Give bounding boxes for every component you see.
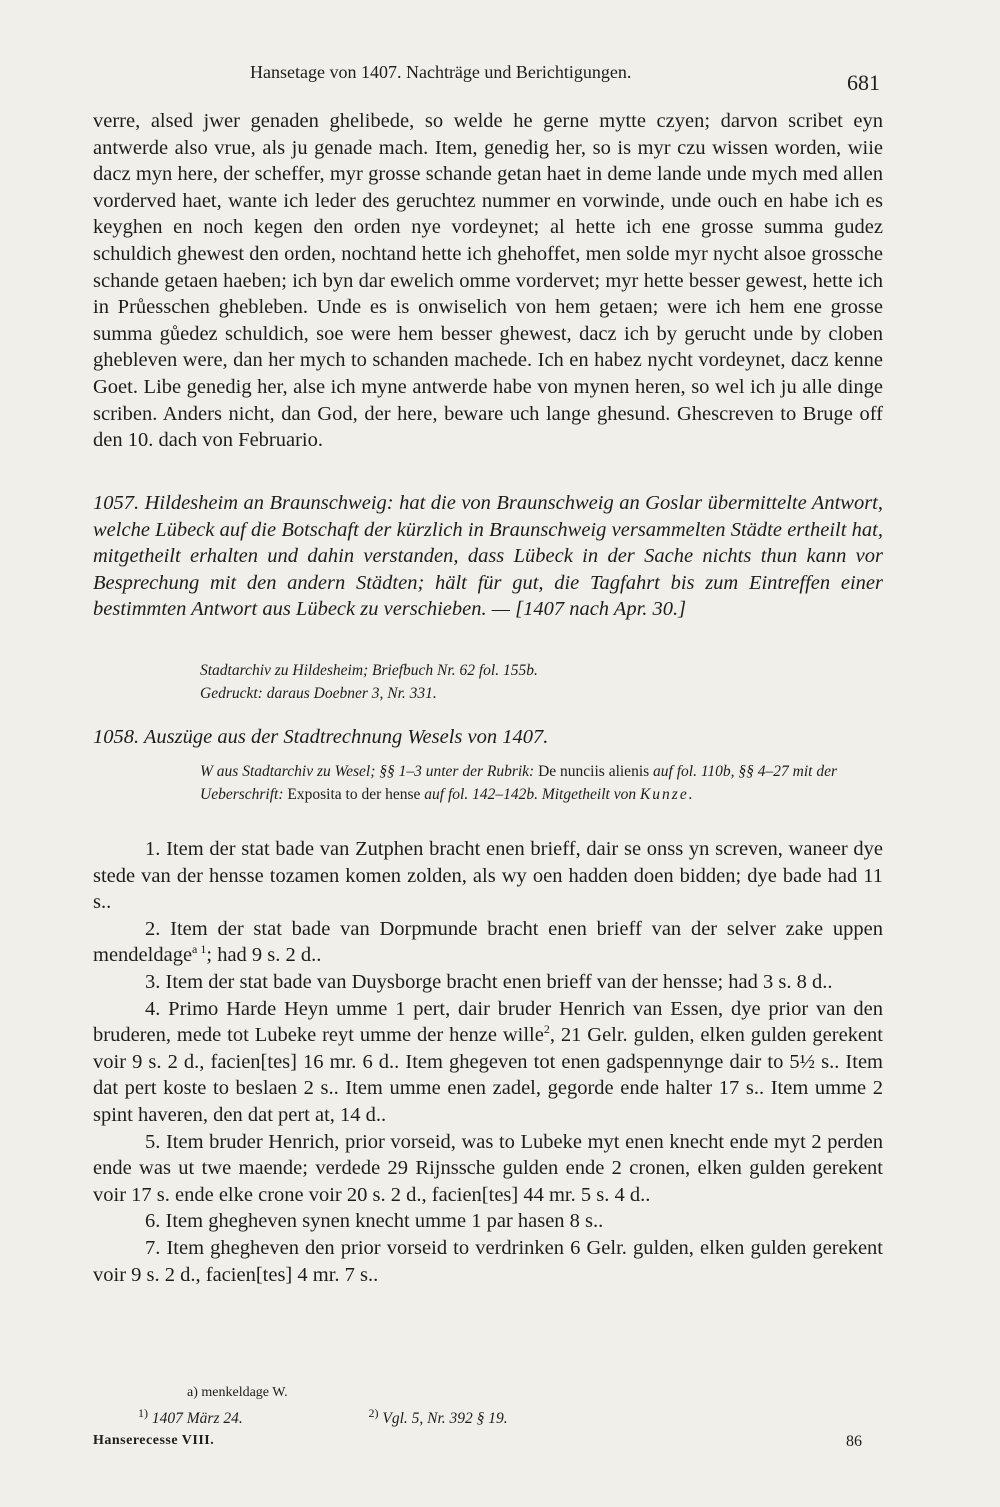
- entry-number: 1058.: [93, 726, 140, 748]
- page-number: 681: [847, 70, 880, 95]
- entry-1057-source: [200, 659, 880, 705]
- footnote-text: 1407 März 24.: [151, 1410, 243, 1427]
- source-text: auf fol. 110b, §§ 4–27 mit der Ueberschrift:: [200, 763, 838, 803]
- entry-title: Auszüge aus der Stadtrechnung Wesels von 1407.: [143, 726, 549, 748]
- footnote-mark: a 1: [192, 942, 207, 957]
- entry-1058-heading: [93, 724, 883, 751]
- item-text: Item bruder Henrich, prior vorseid, was to Lubeke myt enen knecht ende myt 2 perden ende was ut twe maende; verdede 29 Rijnssche gulden ende 2 cronen, elken gulden gerekent voir 17 s. ende elke crone voir 20 s. 2 d., facien[tes] 44 mr. 5 s. 4 d..: [93, 1130, 884, 1206]
- account-items: [93, 836, 883, 1288]
- item-text: Item der stat bade van Duysborge bracht enen brieff van der hensse; had 3 s. 8 d..: [165, 970, 833, 993]
- running-header: [250, 62, 880, 95]
- item-number: 5.: [145, 1130, 161, 1153]
- numbered-footnotes: [138, 1405, 838, 1428]
- footnote-text: Vgl. 5, Nr. 392 § 19.: [382, 1410, 508, 1427]
- page-footer: [93, 1433, 862, 1449]
- entry-title: Hildesheim an Braunschweig: hat die von Braunschweig an Goslar übermittelte Antwort, welche Lübeck auf die Botschaft der kürzlich in Braunschweig versammelten Städte ertheilt hat, mitgetheilt erhalten und dahin verstanden, dass Lübeck in der Sache nichts thun kann vor Besprechung mit den andern Städten; hält für gut, die Tagfahrt bis zum Eintreffen einer bestimmten Antwort aus Lübeck zu verschieben. — [1407 nach Apr. 30.]: [93, 492, 883, 621]
- entry-number: 1057.: [93, 492, 140, 514]
- source-text: W aus Stadtarchiv zu Wesel; §§ 1–3 unter der Rubrik:: [200, 763, 535, 780]
- footnote-mark: 1): [138, 1405, 148, 1420]
- running-title: Hansetage von 1407. Nachträge und Berichtigungen.: [250, 62, 632, 82]
- footnote-mark: 2): [368, 1405, 379, 1420]
- account-item-1: [93, 836, 883, 916]
- account-item-4: [93, 996, 883, 1129]
- account-item-2: [93, 916, 883, 969]
- item-text: , 21 Gelr. gulden, elken gulden gerekent voir 9 s. 2 d., facien[tes] 16 mr. 6 d.. Item ghegeven tot enen gadspennynge dair to 5½ s.. Item dat pert koste to beslaen 2 s.. Item umme enen zadel, gegorde ende halter 17 s.. Item umme 2 spint haveren, den dat pert at, 14 d..: [93, 1024, 883, 1126]
- account-item-7: [93, 1235, 883, 1288]
- item-number: 4.: [145, 997, 161, 1020]
- volume-signature: Hanserecesse VIII.: [93, 1433, 215, 1448]
- source-line: Gedruckt: daraus Doebner 3, Nr. 331.: [200, 685, 437, 702]
- source-contributor: Kunze.: [639, 786, 695, 803]
- item-number: 1.: [145, 838, 161, 860]
- item-text: Item ghegheven synen knecht umme 1 par hasen 8 s..: [165, 1210, 604, 1233]
- item-text: Item der stat bade van Dorpmunde bracht enen brieff van der selver zake uppen mendeldage: [93, 917, 884, 967]
- source-text: auf fol. 142–142b. Mitgetheilt von: [424, 786, 637, 803]
- footnote-a: a) menkeldage W.: [187, 1385, 288, 1400]
- item-number: 6.: [145, 1210, 161, 1233]
- account-item-3: [93, 969, 883, 996]
- item-text: ; had 9 s. 2 d..: [206, 944, 322, 967]
- footnote-mark: 2: [543, 1022, 550, 1037]
- item-text: Item ghegheven den prior vorseid to verdrinken 6 Gelr. gulden, elken gulden gerekent voir 9 s. 2 d., facien[tes] 4 mr. 7 s..: [93, 1236, 884, 1286]
- entry-1057-heading: [93, 490, 883, 623]
- entry-1058-source: [200, 760, 880, 806]
- item-text: Item der stat bade van Zutphen bracht enen brieff, dair se onss yn screven, waneer dye stede van der hensse tozamen komen zolden, als wy oen hadden doen bidden; dye bade had 11 s..: [93, 838, 883, 914]
- account-item-5: [93, 1129, 883, 1209]
- source-heading: Exposita to der hense: [287, 786, 421, 803]
- account-item-6: [93, 1208, 883, 1235]
- item-number: 3.: [145, 970, 161, 993]
- source-rubric: De nunciis alienis: [538, 763, 650, 780]
- item-number: 2.: [145, 917, 161, 940]
- source-line: Stadtarchiv zu Hildesheim; Briefbuch Nr. 62 fol. 155b.: [200, 662, 538, 679]
- item-number: 7.: [145, 1236, 161, 1259]
- letter-continuation: verre, alsed jwer genaden ghelibede, so welde he gerne mytte czyen; darvon scribet eyn antwerde also vrue, als ju genade mach. Item, genedig her, so is myr czu wissen worden, wiie dacz myn here, der scheffer, myr grosse schande getan haet in deme lande unde mych med allen vorderved haet, wante ich leder des geruchtez nummer en vorwinde, unde ouch en habe ich es keyghen en noch kegen den orden nye vordeynet; al hette ich ene grosse summa gudez schuldich ghewest den orden, nochtand hette ich ghehoffet, men solde myr nycht alsoe grossche schande getaen haeben; ich byn dar ewelich omme vordervet; myr hette besser gewest, hette ich in Průesschen ghebleben. Unde es is onwiselich von hem getaen; were ich hem ene grosse summa gůedez schuldich, soe were hem besser ghewest, dacz ich by gerucht unde by cloben ghebleven were, dan her mych to schanden machede. Ich en habez nycht vordeynet, dacz kenne Goet. Libe genedig her, alse ich myne antwerde habe von mynen heren, so wel ich ju alle dinge scriben. Anders nicht, dan God, der here, beware uch lange ghesund. Ghescreven to Bruge off den 10. dach von Februario.: [93, 110, 883, 452]
- sheet-number: 86: [846, 1433, 862, 1450]
- item-text: Primo Harde Heyn umme 1 pert, dair bruder Henrich van Essen, dye prior van den bruderen, mede tot Lubeke reyt umme der henze wille: [93, 997, 883, 1047]
